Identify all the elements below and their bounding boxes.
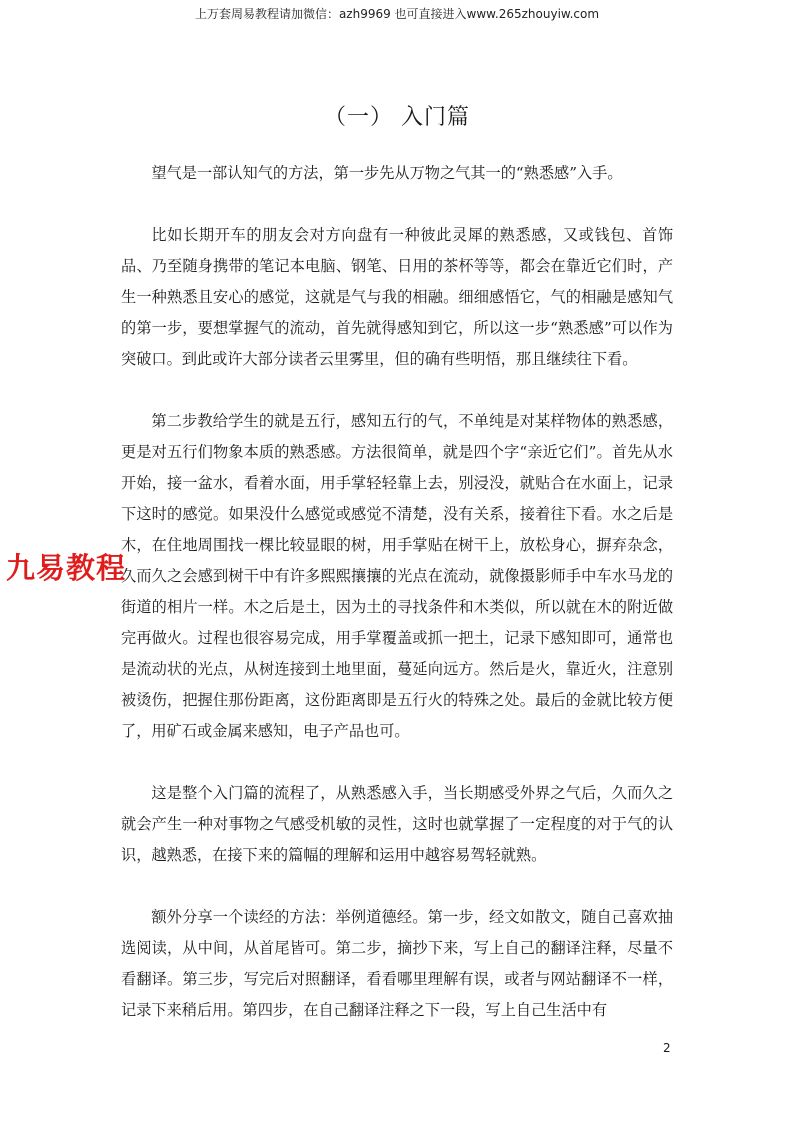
watermark-logo: 九易教程 <box>6 551 127 585</box>
paragraph-4: 这是整个入门篇的流程了，从熟悉感入手，当长期感受外界之气后，久而久之就会产生一种对事物之气感受机敏的灵性，这时也就掌握了一定程度的对于气的认识，越熟悉，在接下来的篇幅的理解和运用中越容易驾轻就熟。 <box>121 784 673 864</box>
paragraph-3: 第二步教给学生的就是五行，感知五行的气，不单纯是对某样物体的熟悉感，更是对五行们物象本质的熟悉感。方法很简单，就是四个字“亲近它们”。首先从水开始，接一盆水，看着水面，用手掌轻轻靠上去，别浸没，就贴合在水面上，记录下这时的感觉。如果没什么感觉或感觉不清楚，没有关系，接着往下看。水之后是木，在住地周围找一棵比较显眼的树，用手掌贴在树干上，放松身心，摒弃杂念，久而久之会感到树干中有许多熙熙攘攘的光点在流动，就像摄影师手中车水马龙的街道的相片一样。木之后是土，因为土的寻找条件和木类似，所以就在木的附近做完再做火。过程也很容易完成，用手掌覆盖或抓一把土，记录下感知即可，通常也是流动状的光点，从树连接到土地里面，蔓延向远方。然后是火，靠近火，注意别被烫伤，把握住那份距离，这份距离即是五行火的特殊之处。最后的金就比较方便了，用矿石或金属来感知，电子产品也可。 <box>121 412 673 740</box>
paragraph-5: 额外分享一个读经的方法：举例道德经。第一步，经文如散文，随自己喜欢抽选阅读，从中间，从首尾皆可。第二步，摘抄下来，写上自己的翻译注释，尽量不看翻译。第三步，写完后对照翻译，看看哪里理解有误，或者与网站翻译不一样，记录下来稍后用。第四步，在自己翻译注释之下一段，写上自己生活中有 <box>121 908 673 1019</box>
document-body <box>121 158 673 1057</box>
page-number: 2 <box>663 1041 671 1055</box>
section-title: （一） 入门篇 <box>324 105 470 130</box>
paragraph-2: 比如长期开车的朋友会对方向盘有一种彼此灵犀的熟悉感，又或钱包、首饰品、乃至随身携带的笔记本电脑、钢笔、日用的茶杯等等，都会在靠近它们时，产生一种熟悉且安心的感觉，这就是气与我的相融。细细感悟它，气的相融是感知气的第一步，要想掌握气的流动，首先就得感知到它，所以这一步“熟悉感”可以作为突破口。到此或许大部分读者云里雾里，但的确有些明悟，那且继续往下看。 <box>121 226 673 368</box>
header-promo-note: 上万套周易教程请加微信：azh9969 也可直接进入www.265zhouyiw.com <box>194 7 600 21</box>
paragraph-1: 望气是一部认知气的方法，第一步先从万物之气其一的“熟悉感”入手。 <box>151 164 623 182</box>
